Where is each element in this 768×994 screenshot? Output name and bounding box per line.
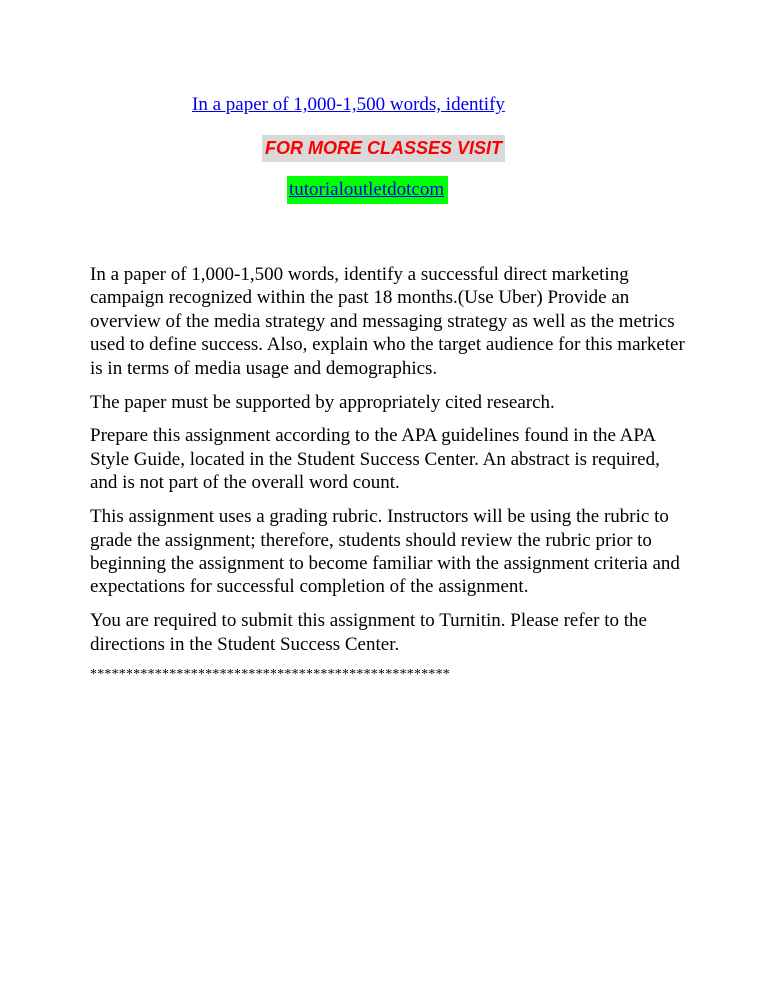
- assignment-body: [90, 263, 690, 693]
- star-separator: **************************************************: [90, 666, 450, 682]
- paragraph-apa: Prepare this assignment according to the APA guidelines found in the APA Style Guide, located in the Student Success Center. An abstract is required, and is not part of the overall word count.: [90, 425, 660, 494]
- paragraph-description: In a paper of 1,000-1,500 words, identify a successful direct marketing campaign recognized within the past 18 months.(Use Uber) Provide an overview of the media strategy and messaging strategy as well as the metrics used to define success. Also, explain who the target audience for this marketer is in terms of media usage and demographics.: [90, 264, 685, 379]
- paragraph-turnitin: You are required to submit this assignment to Turnitin. Please refer to the directions in the Student Success Center.: [90, 610, 647, 655]
- paragraph-research: The paper must be supported by appropriately cited research.: [90, 391, 555, 413]
- site-link[interactable]: tutorialoutletdotcom: [287, 176, 448, 204]
- title-link[interactable]: In a paper of 1,000-1,500 words, identify: [192, 94, 505, 115]
- classes-banner: FOR MORE CLASSES VISIT: [262, 135, 505, 162]
- paragraph-rubric: This assignment uses a grading rubric. Instructors will be using the rubric to grade the assignment; therefore, students should review the rubric prior to beginning the assignment to become familiar with the assignment criteria and expectations for successful completion of the assignment.: [90, 506, 680, 598]
